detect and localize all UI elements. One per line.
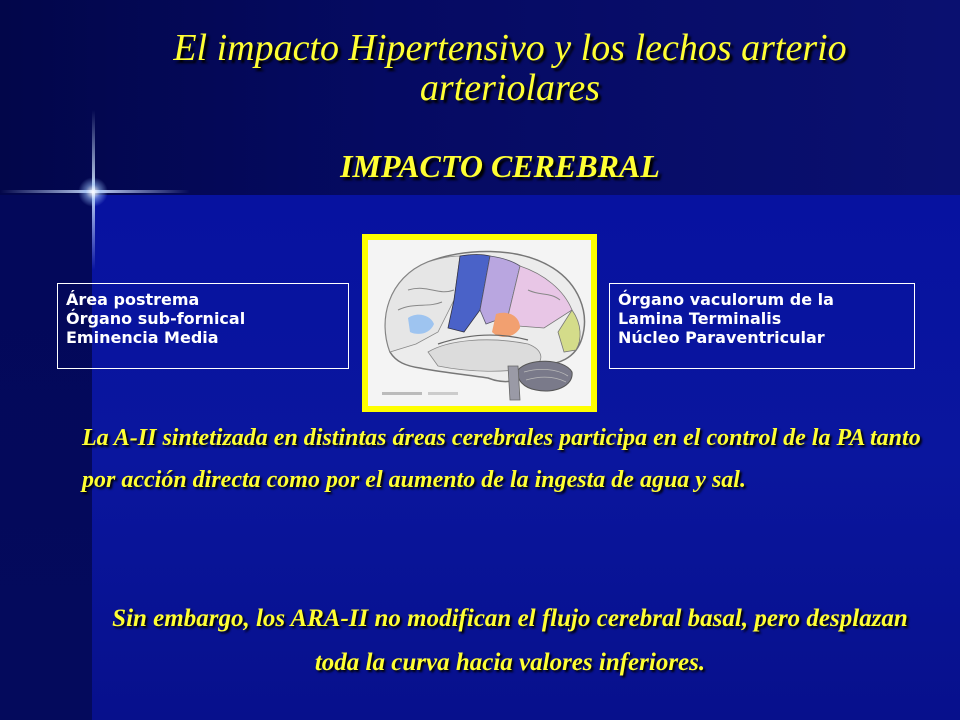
left-background-strip (0, 195, 92, 720)
left-box-line: Eminencia Media (66, 328, 219, 347)
slide-title: El impacto Hipertensivo y los lechos arterio arteriolares (173, 27, 847, 109)
left-structures-box (57, 283, 349, 369)
brain-image-frame (362, 234, 597, 412)
right-box-line: Órgano vaculorum de la (618, 290, 834, 309)
right-box-line: Lamina Terminalis (618, 309, 782, 328)
slide-subtitle: IMPACTO CEREBRAL (340, 148, 660, 184)
right-box-line: Núcleo Paraventricular (618, 328, 825, 347)
paragraph-ara-ii: Sin embargo, los ARA-II no modifican el flujo cerebral basal, pero desplazan toda la curva hacia valores inferiores. (112, 605, 908, 676)
right-structures-box (609, 283, 915, 369)
left-box-line: Órgano sub-fornical (66, 309, 246, 328)
sparkle-icon (78, 177, 108, 207)
paragraph-angiotensin: La A-II sintetizada en distintas áreas cerebrales participa en el control de la PA tanto por acción directa como por el aumento de la ingesta de agua y sal. (82, 425, 921, 493)
left-box-line: Área postrema (66, 290, 200, 309)
brain-icon (368, 240, 591, 406)
